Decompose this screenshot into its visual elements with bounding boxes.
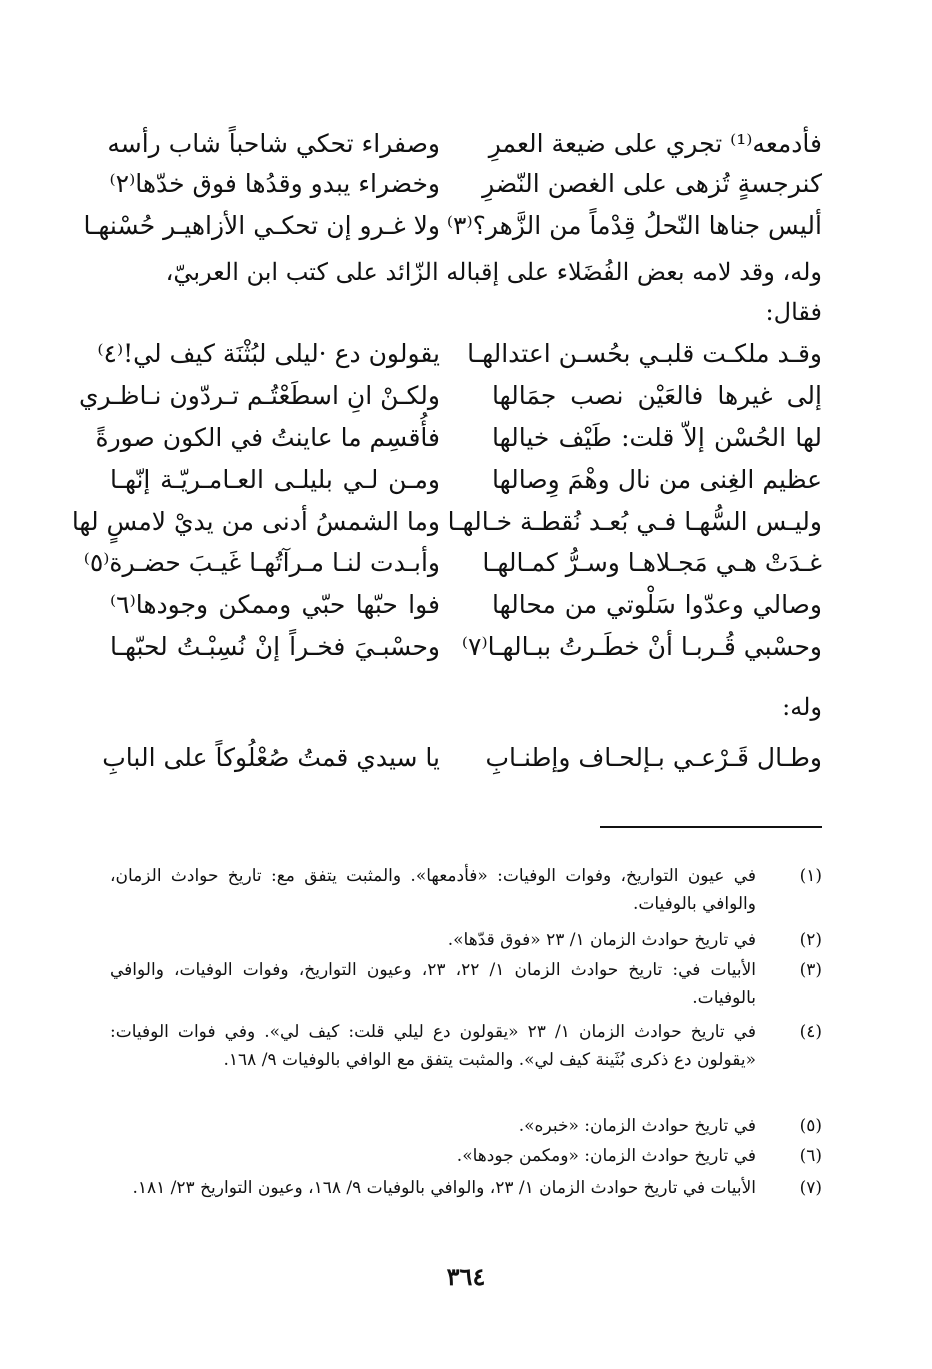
footnote-number: (٤) [799, 1022, 822, 1042]
footnote-text: في تاريخ حوادث الزمان: «ومكمن جودها». [456, 1146, 756, 1166]
footnote [110, 1142, 822, 1170]
footnote [110, 1112, 822, 1140]
footnote-number: (١) [799, 866, 822, 886]
verse-hemistich-1: وصفراء تحكي شاحباً شاب رأسه [107, 129, 440, 158]
footnote-number: (٣) [799, 960, 822, 980]
verse-hemistich-2: فأدمعه⁽¹⁾ تجري على ضيعة العمرِ [488, 129, 822, 158]
verse-hemistich-1: وخضراء يبدو وقدُها فوق خدّها⁽٢⁾ [109, 169, 440, 198]
verse-hemistich-2: كنرجسةٍ تُزهى على الغصن النّضرِ [482, 169, 822, 198]
verse-hemistich-1: فوا حبّها حبّي وممكن وجودها⁽٦⁾ [110, 590, 440, 619]
verse-hemistich-1: يا سيدي قمتُ صُعْلُوكاً على البابِ [102, 743, 440, 772]
intro-paragraph-continued: فقال: [765, 298, 822, 326]
footnote-text: في تاريخ حوادث الزمان: «خبره». [518, 1116, 756, 1136]
footnote-text: في تاريخ حوادث الزمان ١/ ٢٣ «يقولون دع ليلي قلت: كيف لي». وفي فوات الوفيات: «يقولون دع ذكرى بُثَينة كيف لي». والمثبت يتفق مع الوافي بالوفيات ٩/ ١٦٨. [110, 1022, 756, 1070]
footnote-text: الأبيات في: تاريخ حوادث الزمان ١/ ٢٢، ٢٣، وعيون التواريخ، وفوات الوفيات، والوافي بالوفيات. [110, 960, 756, 1008]
footnote [110, 1174, 822, 1202]
verse-hemistich-2: وطـال قَـرْعـي بـإلحـاف وإطنـابِ [485, 743, 822, 772]
page-number: ٣٦٤ [446, 1262, 486, 1291]
verse-hemistich-1: ولا غـرو إن تحكـي الأزاهيـر حُسْنهـا [83, 211, 440, 240]
verse-hemistich-2: وصالي وعدّوا سَلْوتي من محالها [492, 590, 822, 619]
verse-hemistich-2: وحسْبي قُـربـا أنْ خطَـرتُ ببـالهـا⁽٧⁾ [461, 632, 822, 661]
footnote [110, 956, 822, 1012]
footnote-text: في تاريخ حوادث الزمان ١/ ٢٣ «فوق قدّها». [447, 930, 756, 950]
footnote-text: في عيون التواريخ، وفوات الوفيات: «فأدمعها». والمثبت يتفق مع: تاريخ حوادث الزمان، والوافي بالوفيات. [110, 866, 756, 914]
verse-hemistich-2: عظيم الغِنى من نال وهْمَ وِصالها [492, 465, 822, 494]
verse-hemistich-1: ومـن لـي بليلـى العـامـريّـة إنّهـا [110, 465, 440, 494]
verse-hemistich-1: وأبـدت لنـا مـرآتُهـا غَيـبَ حضـرة⁽٥⁾ [83, 548, 440, 577]
verse-hemistich-1: وحسْبـيَ فخـراً إنْ نُسِبْـتُ لحبّهـا [110, 632, 440, 661]
footnote [110, 926, 822, 954]
footnote-number: (٧) [799, 1178, 822, 1198]
verse-hemistich-2: وقـد ملكـت قلبـي بحُسـن اعتدالهـا [467, 339, 822, 368]
footnote-separator [600, 826, 822, 828]
intro-line: وله: [782, 693, 822, 721]
footnote-text: الأبيات في تاريخ حوادث الزمان ١/ ٢٣، والوافي بالوفيات ٩/ ١٦٨، وعيون التواريخ ٢٣/ ١٨١. [132, 1178, 756, 1198]
footnote-number: (٢) [799, 930, 822, 950]
verse-hemistich-2: غـدَتْ هـي مَجـلاهـا وسـرُّ كمـالهـا [482, 548, 822, 577]
verse-hemistich-2: وليـس السُّهـا فـي بُعـد نُقطـة خـالهـا [447, 507, 822, 536]
intro-paragraph: وله، وقد لامه بعض الفُضَلاء على إقباله الزّائد على كتب ابن العربيّ، [165, 258, 822, 286]
verse-hemistich-2: إلى غيرها فالعَيْن نصب جمَالها [492, 381, 822, 410]
footnote-number: (٥) [799, 1116, 822, 1136]
footnote [110, 1018, 822, 1074]
verse-hemistich-1: ولكـنْ انِ اسطَعْتُـم تـردّون نـاظـري [78, 381, 440, 410]
verse-hemistich-2: لها الحُسْن إلاّ قلت: طَيْف خيالها [492, 423, 822, 452]
footnote [110, 862, 822, 918]
verse-hemistich-1: وما الشمسُ أدنى من يديْ لامسٍ لها [71, 507, 440, 536]
footnote-number: (٦) [799, 1146, 822, 1166]
verse-hemistich-2: أليس جناها النّحلُ قِدْماً من الزَّهر؟⁽٣⁾ [446, 211, 822, 240]
verse-hemistich-1: فأُقسِم ما عاينتُ في الكون صورةً [95, 423, 440, 452]
verse-hemistich-1: يقولون دع ·ليلى لبُثْنَة كيف لي!⁽٤⁾ [97, 339, 440, 368]
